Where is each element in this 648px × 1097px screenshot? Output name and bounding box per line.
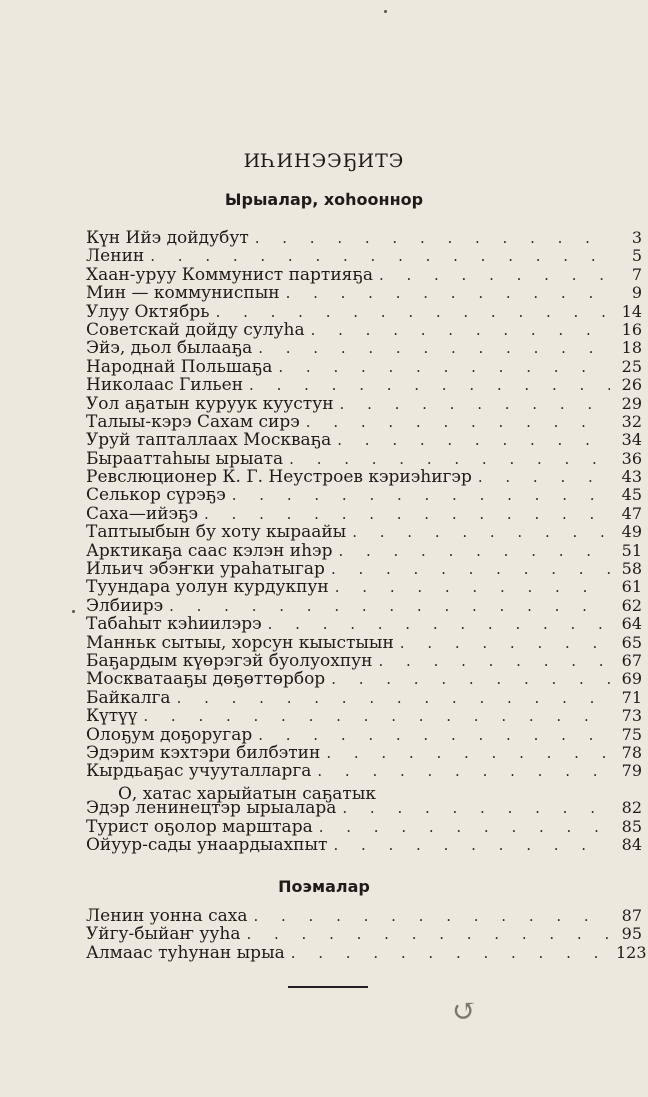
toc-entry [86, 652, 642, 670]
toc-entry-page-number: 73 [621, 706, 642, 726]
toc-entry-page-number: 51 [621, 540, 642, 560]
toc-entry-title: Уйгу-быйаҥ ууһа [86, 924, 241, 945]
dot-leader [319, 818, 610, 836]
toc-entry-page-number: 34 [621, 430, 642, 450]
toc-entry [86, 781, 642, 805]
toc-entry-page-number: 69 [621, 669, 642, 689]
dot-leader [150, 247, 610, 265]
toc-entry-page-number: 82 [621, 798, 642, 818]
toc-entry-page-number: 29 [621, 393, 642, 413]
toc-entry-page-number: 85 [621, 816, 642, 836]
toc-entry-page-number: 78 [621, 742, 642, 762]
toc-entry [86, 486, 642, 504]
dot-leader [291, 944, 610, 962]
toc-entry-title: Эдэр ленинецтэр ырыалара [86, 798, 337, 819]
toc-entry [86, 744, 642, 762]
toc-entry-page-number: 36 [621, 448, 642, 468]
dot-leader [333, 836, 610, 854]
toc-entry-title: О, хатас харыйатын саҕатык [118, 784, 376, 805]
toc-entry-page-number: 25 [621, 356, 642, 376]
section-heading-long-poems: Поэмалар [278, 877, 370, 896]
toc-entry [86, 707, 642, 725]
dot-leader [268, 615, 610, 633]
toc-entry [86, 726, 642, 744]
dot-leader [306, 413, 610, 431]
toc-entry-page-number: 18 [621, 338, 642, 358]
toc-entry-page-number: 9 [631, 283, 642, 303]
dot-leader [286, 284, 610, 302]
toc-entry [86, 505, 642, 523]
toc-entry-page-number: 32 [621, 411, 642, 431]
toc-entry [86, 450, 642, 468]
toc-entry-page-number: 87 [621, 906, 642, 925]
ink-speck [384, 10, 387, 13]
dot-leader [331, 560, 610, 578]
toc-entry-title: Манньк сытыы, хорсун кыыстыын [86, 632, 394, 653]
dot-leader [169, 597, 610, 615]
toc-entry-title: Советскай дойду сулуһа [86, 319, 305, 340]
dot-leader [278, 358, 610, 376]
toc-entry-page-number: 84 [621, 834, 642, 854]
toc-entry [86, 358, 642, 376]
toc-entry [86, 818, 642, 836]
toc-entry-title: Баҕардым күөрэгэй буолуохпун [86, 650, 373, 671]
toc-list-poems [86, 229, 642, 854]
toc-entry-title: Народнай Польшаҕа [86, 356, 273, 377]
toc-entry-page-number: 75 [621, 724, 642, 744]
toc-entry-page-number: 67 [621, 650, 642, 670]
toc-entry-title: Уруй тапталлаах Москваҕа [86, 430, 332, 451]
dot-leader [337, 431, 610, 449]
toc-entry-title: Эйэ, дьол былааҕа [86, 338, 253, 359]
toc-entry-page-number: 14 [621, 301, 642, 321]
toc-entry [86, 670, 642, 688]
toc-entry-page-number: 47 [621, 503, 642, 523]
toc-entry [86, 615, 642, 633]
toc-entry [86, 229, 642, 247]
toc-entry-page-number: 71 [621, 687, 642, 707]
dot-leader [204, 505, 610, 523]
toc-entry [86, 560, 642, 578]
dot-leader [352, 523, 610, 541]
dot-leader [379, 652, 611, 670]
toc-entry-page-number: 58 [621, 559, 642, 579]
toc-entry-title: Күтүү [86, 706, 138, 727]
dot-leader [331, 670, 610, 688]
toc-entry [86, 689, 642, 707]
toc-entry-title: Москватааҕы дөҕөттөрбор [86, 669, 326, 690]
toc-entry-title: Элбиирэ [86, 595, 164, 616]
toc-entry [86, 634, 642, 652]
toc-entry-title: Алмаас туһунан ырыа [86, 942, 285, 963]
dot-leader [258, 726, 610, 744]
toc-entry-title: Талыы-кэрэ Сахам сирэ [86, 411, 300, 432]
toc-entry [86, 799, 642, 817]
dot-leader [326, 744, 610, 762]
dot-leader [379, 266, 610, 284]
dot-leader [143, 707, 610, 725]
toc-entry-title: Уол аҕатын куруук куустун [86, 393, 334, 414]
toc-entry-title: Ильич эбэҥки ураһатыгар [86, 559, 325, 580]
toc-entry-title: Турист оҕолор марштара [86, 816, 313, 837]
toc-entry-title: Эдэрим кэхтэри билбэтин [86, 742, 321, 763]
toc-entry [86, 907, 642, 925]
section-heading-poems: Ырыалар, хоһооннор [224, 190, 424, 209]
toc-entry-title: Николаас Гильен [86, 375, 244, 396]
dot-leader [232, 486, 610, 504]
toc-entry-page-number: 49 [621, 522, 642, 542]
toc-entry-page-number: 7 [631, 264, 642, 284]
toc-entry [86, 395, 642, 413]
ink-speck [72, 610, 75, 613]
toc-entry [86, 468, 642, 486]
toc-entry-title: Кырдьаҕас учууталларга [86, 761, 312, 782]
dot-leader [216, 303, 610, 321]
toc-entry [86, 321, 642, 339]
dot-leader [382, 781, 610, 799]
dot-leader [249, 376, 610, 394]
toc-entry [86, 266, 642, 284]
dot-leader [338, 542, 610, 560]
toc-entry-title: Ревслюционер К. Г. Неустроев кэриэһигэр [86, 467, 472, 488]
toc-entry-title: Саха—ийэҕэ [86, 503, 199, 524]
dot-leader [253, 907, 610, 925]
toc-entry-title: Улуу Октябрь [86, 301, 210, 322]
toc-entry [86, 925, 642, 943]
dot-leader [177, 689, 610, 707]
toc-entry-page-number: 16 [621, 319, 642, 339]
dot-leader [400, 634, 610, 652]
toc-entry [86, 597, 642, 615]
toc-entry-page-number: 43 [621, 467, 642, 487]
toc-entry-page-number: 79 [621, 761, 642, 781]
toc-entry [86, 284, 642, 302]
dot-leader [340, 395, 610, 413]
toc-entry-title: Бырааттаһыы ырыата [86, 448, 284, 469]
toc-entry-page-number: 123 [616, 942, 647, 962]
toc-entry [86, 836, 642, 854]
toc-entry [86, 247, 642, 265]
dot-leader [255, 229, 610, 247]
toc-entry-page-number: 62 [621, 595, 642, 615]
toc-entry [86, 942, 647, 963]
toc-list-long-poems [86, 906, 647, 963]
toc-entry-title: Ленин [86, 246, 145, 267]
dot-leader [317, 762, 610, 780]
toc-entry-title: Селькор сүрэҕэ [86, 485, 226, 506]
toc-entry-title: Байкалга [86, 687, 171, 708]
toc-entry-page-number: 26 [621, 375, 642, 395]
dot-leader [478, 468, 610, 486]
toc-entry-page-number: 64 [621, 614, 642, 634]
toc-entry-page-number: 95 [621, 924, 642, 944]
dot-leader [246, 925, 610, 943]
toc-entry-title: Олоҕум доҕоругар [86, 724, 253, 745]
toc-entry-title: Мин — коммуниспын [86, 283, 280, 304]
toc-entry [86, 431, 642, 449]
page-title: ИҺИНЭЭҔИТЭ [243, 150, 405, 172]
toc-entry-title: Таптыыбын бу хоту кыраайы [86, 522, 347, 543]
toc-entry-title: Туундара уолун курдукпун [86, 577, 329, 598]
toc-entry-title: Ленин уонна саха [86, 906, 248, 926]
toc-entry-title: Күн Ийэ дойдубут [86, 228, 249, 248]
dot-leader [258, 339, 610, 357]
toc-entry [86, 376, 642, 394]
toc-entry [86, 303, 642, 321]
dot-leader [311, 321, 610, 339]
dot-leader [342, 799, 610, 817]
toc-entry-title: Ойуур-сады унаардыахпыт [86, 834, 328, 855]
dot-leader [335, 578, 610, 596]
toc-entry-page-number: 65 [621, 632, 642, 652]
dot-leader [289, 450, 610, 468]
toc-entry-page-number: 45 [621, 485, 642, 505]
toc-entry-title: Хаан-уруу Коммунист партияҕа [86, 264, 373, 285]
toc-entry [86, 523, 642, 541]
toc-entry-page-number: 5 [631, 246, 642, 266]
toc-entry-title: Арктикаҕа саас кэлэн иһэр [86, 540, 333, 561]
toc-entry-title: Табаһыт кэһиилэрэ [86, 614, 262, 635]
toc-entry [86, 413, 642, 431]
toc-entry [86, 339, 642, 357]
toc-entry [86, 542, 642, 560]
toc-entry-page-number: 61 [621, 577, 642, 597]
ornament-icon: ↺ [452, 994, 478, 1029]
closing-rule [288, 986, 368, 988]
toc-entry-page-number: 3 [631, 228, 642, 247]
toc-entry [86, 578, 642, 596]
toc-entry [86, 762, 642, 780]
